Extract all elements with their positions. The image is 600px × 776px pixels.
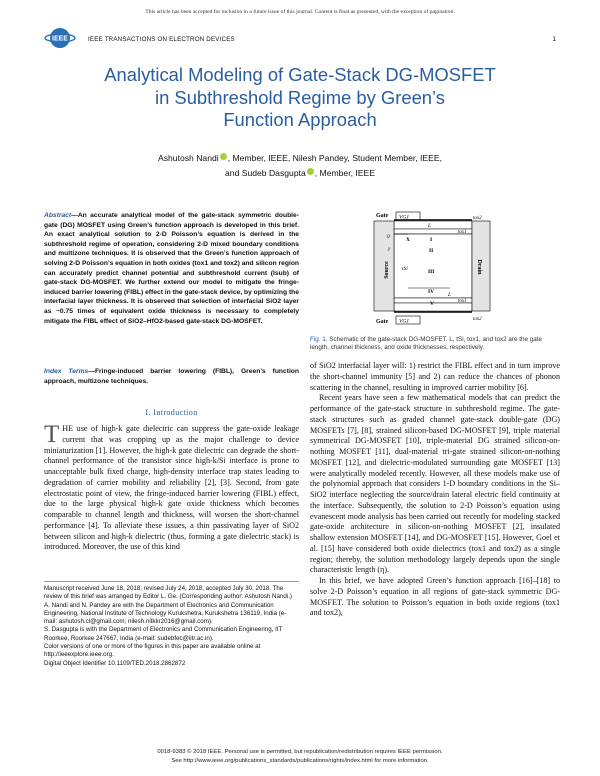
title-line-2: in Subthreshold Regime by Green’s (155, 86, 445, 108)
paragraph-1: of SiO2 interfacial layer will: 1) restrict the FIBL effect and in turn improve the short-channel immunity [5] and 2) can reduce the chances of phonon scattering in the channel, resulting in improved carrier mobility [6]. (310, 361, 560, 392)
orcid-icon[interactable] (220, 153, 227, 160)
device-schematic (372, 210, 492, 332)
gate-top-label: Gate (376, 213, 389, 219)
authors-line-1-rest: , Member, IEEE, Nilesh Pandey, Student Member, IEEE, (227, 153, 442, 163)
vg1-bottom-label: VG1 (399, 318, 410, 325)
region-iv-label: IV (428, 289, 435, 295)
abstract-text: —An accurate analytical model of the gate-stack symmetric double-gate (DG) MOSFET using Green’s function approach is developed in this brief. An exact analytical solution to 2-D Poisson’s equation is derived in the subthreshold regime of operation, considering 2-D mixed boundary conditions and multizone techniques. It is observed that the Green’s function approach of solving 2-D Poisson’s equation in both oxides (tox1 and tox2) and silicon region can accurately predict channel potential and subthreshold current (Isub) of gate-stack DG-MOSFET. We further extend our model to mitigate the fringe-induced barrier lowering (FIBL) effect in the gate-stack device, by optimizing the interfacial layer thickness. It is observed that selection of interfacial SiO2 layer as ~0.75 times of equivalent oxide thickness is necessary to completely mitigate the FIBL effect of SiO2–HfO2-based gate-stack DG-MOSFET. (44, 212, 299, 325)
footnote-affiliation-2: S. Dasgupta is with the Department of Electronics and Communication Engineering, IIT Roorkee, Roorkee 247667, India (e-mail: sudebfec@iitr.ac.in). (44, 626, 283, 642)
journal-header (44, 26, 556, 50)
authors-line-1 (60, 151, 540, 166)
journal-name: IEEE TRANSACTIONS ON ELECTRON DEVICES (88, 36, 235, 43)
tox1-bottom-label: tox1 (458, 299, 467, 304)
gate-bottom-label: Gate (376, 319, 389, 325)
tox2-top-label: tox2 (473, 216, 482, 221)
footnote-color: Color versions of one or more of the figures in this paper are available online at http://ieeexplore.ieee.org. (44, 643, 261, 659)
acceptance-note: This article has been accepted for inclusion in a future issue of this journal. Content is final as presented, with the exception of pagination. (145, 9, 455, 15)
orcid-icon[interactable] (307, 168, 314, 175)
title-line-1: Analytical Modeling of Gate-Stack DG-MOSFET (104, 64, 496, 85)
title-line-3: Function Approach (223, 109, 377, 130)
paragraph-3: In this brief, we have adopted Green’s function approach [16]–[18] to solve 2-D Poisson’s equation in all regions of gate-stack symmetric DG-MOSFET. The solution to Poisson’s equation in both oxide regions (tox1 and tox2), (310, 576, 560, 618)
tox2-bottom-label: tox2 (473, 317, 482, 322)
region-v-label: V (430, 301, 434, 307)
region-iii-label: III (428, 269, 435, 275)
section-heading: I. Introduction (145, 408, 198, 417)
y-axis-label: y (388, 246, 391, 252)
source-label: Source (384, 261, 390, 279)
intro-text (44, 421, 299, 553)
x-axis-label: X (406, 237, 410, 243)
copyright-line-1: 0018-9383 © 2018 IEEE. Personal use is permitted, but republication/redistribution requires IEEE permission. (157, 749, 443, 755)
footnotes (44, 581, 299, 668)
origin-label: 0 (387, 234, 390, 240)
tsi-label: tSi (402, 266, 408, 272)
page-number: 1 (552, 36, 556, 43)
length-label: L (428, 223, 432, 229)
ieee-logo (44, 26, 78, 50)
paragraph-2: Recent years have seen a few mathematical models that can predict the performance of the gate-stack structure in subthreshold regime. The gate-stack structures such as graded channel gate-stack double-gate (DG) MOSFETs [7], [8], strained silicon-based DG-MOSFET [9], triple material symmetrical DG-MOSFET [10], triple-material DG strained silicon-on-nothing MOSFET [11], dual-material tri-gate strained silicon-on-nothing MOSFET [12], and dielectric-modulated surrounding gate MOSFET [13] were analytically modeled recently. However, all these models make use of the polynomial approach that considers 1-D boundary conditions in the Si–SiO2 interface neglecting the source/drain lateral electric field continuity at the interface. Subsequently, the solution to 2-D Poisson’s equation using evanescent mode analysis has been carried out recently for modeling stacked gate-oxide architecture in silicon-on-nothing MOSFET [2], insulated shallow extension MOSFET [14], and DG-MOSFET [15]. However, Goel et al. [15] have considered both oxide dielectrics (tox1 and tox2) as a single region; thereby, the solution methodology largely depends upon the single characteristic length (η). (310, 393, 560, 575)
ieee-logo-text: IEEE (52, 35, 68, 43)
author-nandi: Ashutosh Nandi (158, 153, 219, 163)
copyright-line-2[interactable]: See http://www.ieee.org/publications_standards/publications/rights/index.html for more information. (171, 757, 429, 764)
authors-line-2 (60, 166, 540, 181)
footnote-affiliation-1: A. Nandi and N. Pandey are with the Department of Electronics and Communication Engineering, National Institute of Technology Kurukshetra, Kurukshetra 136119, India (e-mail: ashutosh.cl@gmail.com; nilesh.nitkkr2016@gmail.com). (44, 601, 287, 626)
region-i-label: I (430, 237, 433, 243)
drop-cap: T (44, 421, 60, 448)
region-ii-label: II (429, 248, 434, 254)
figure-caption (310, 336, 560, 353)
caption-label: Fig. 1. (310, 336, 328, 343)
abstract (44, 211, 299, 326)
authors-line-2-rest: , Member, IEEE (314, 167, 375, 178)
intro-body: HE use of high-k gate dielectric can suppress the gate-oxide leakage current that was cropping up as the major challenge to device miniaturization [1]. However, the high-k gate dielectric can degrade the short-channel performance of the transistor since high-k/Si interface is prone to unacceptable bulk fixed charge, high-density interface trap states leading to degradation of carrier mobility and reliability [2], [3]. Second, from gate electrostatic point of view, the fringe-induced barrier lowering (FIBL) effect, due to the large physical high-k gate oxide thickness which becomes comparable to channel length and thickness, will worsen the short-channel performance [4]. To alleviate these issues, a thin passivating layer of SiO2 between silicon and high-k dielectric (thus, forming a gate dielectric stack) is introduced. Moreover, the use of this kind (44, 424, 299, 552)
footnote-doi: Digital Object Identifier 10.1109/TED.2018.2862872 (44, 659, 186, 667)
caption-text: Schematic of the gate-stack DG-MOSFET. L, tSi, tox1, and tox2 are the gate length, channel thickness, and oxide thicknesses, respectively. (310, 336, 543, 352)
abstract-label: Abstract (44, 212, 72, 219)
right-column-text (310, 361, 560, 619)
author-list (60, 151, 540, 180)
drain-label: Drain (476, 259, 482, 275)
footnote-received: Manuscript received June 18, 2018; revised July 24, 2018; accepted July 30, 2018. The review of this brief was arranged by Editor L. Ge. (Corresponding author: Ashutosh Nandi.) (44, 585, 292, 601)
index-terms-label: Index Terms (44, 368, 89, 375)
vg1-top-label: VG1 (399, 214, 410, 221)
copyright-footer (0, 748, 600, 765)
footnote-rule (44, 581, 299, 582)
index-terms (44, 367, 299, 386)
tox1-top-label: tox1 (458, 230, 467, 235)
author-dasgupta: and Sudeb Dasgupta (225, 167, 306, 178)
top-oxide-2 (394, 221, 472, 229)
length-dimension-label: L (448, 292, 452, 298)
paper-title (40, 64, 560, 132)
index-terms-text: —Fringe-induced barrier lowering (FIBL), Green’s function approach, multizone techniques. (44, 368, 299, 385)
